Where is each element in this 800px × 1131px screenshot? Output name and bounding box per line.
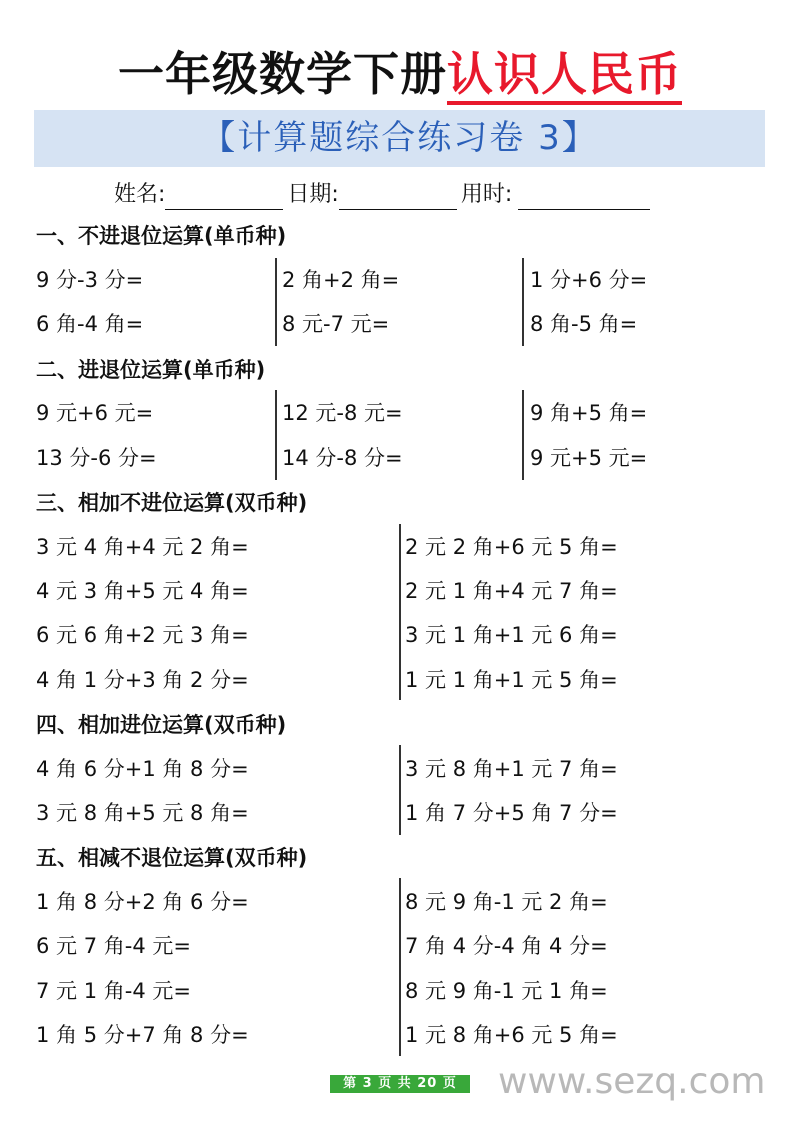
problem: 7 元 1 角-4 元= (36, 979, 191, 1003)
watermark: www.sezq.com (498, 1061, 766, 1102)
problem: 6 元 7 角-4 元= (36, 934, 191, 958)
name-label: 姓名: (114, 182, 166, 207)
problem: 3 元 4 角+4 元 2 角= (36, 535, 249, 559)
section-title: 四、相加进位运算(双币种) (36, 713, 287, 737)
problem: 3 元 8 角+5 元 8 角= (36, 801, 249, 825)
problem: 4 元 3 角+5 元 4 角= (36, 579, 249, 603)
column-divider (399, 878, 401, 1056)
column-divider (275, 390, 277, 480)
problem: 14 分-8 分= (282, 446, 403, 470)
title-part1: 一年级数学下册 (118, 47, 447, 101)
column-divider (399, 745, 401, 835)
problem: 9 元+5 元= (530, 446, 648, 470)
problem: 9 角+5 角= (530, 401, 648, 425)
problem: 4 角 6 分+1 角 8 分= (36, 757, 249, 781)
section-title: 五、相减不退位运算(双币种) (36, 846, 308, 870)
section-title: 一、不进退位运算(单币种) (36, 224, 287, 248)
info-row (114, 176, 654, 210)
problem: 8 元 9 角-1 元 1 角= (405, 979, 608, 1003)
problem: 2 角+2 角= (282, 268, 400, 292)
problem: 1 角 7 分+5 角 7 分= (405, 801, 618, 825)
problem: 7 角 4 分-4 角 4 分= (405, 934, 608, 958)
problem: 8 元-7 元= (282, 312, 390, 336)
problem: 6 元 6 角+2 元 3 角= (36, 623, 249, 647)
name-blank (165, 183, 283, 210)
time-blank (518, 183, 650, 210)
problem: 1 元 8 角+6 元 5 角= (405, 1023, 618, 1047)
problem: 3 元 8 角+1 元 7 角= (405, 757, 618, 781)
page-number-badge: 第 3 页 共 20 页 (330, 1075, 470, 1093)
problem: 2 元 1 角+4 元 7 角= (405, 579, 618, 603)
date-label: 日期: (287, 182, 339, 207)
page-title (0, 44, 800, 104)
column-divider (522, 258, 524, 346)
problem: 1 分+6 分= (530, 268, 648, 292)
problem: 1 角 5 分+7 角 8 分= (36, 1023, 249, 1047)
problem: 4 角 1 分+3 角 2 分= (36, 668, 249, 692)
problem: 8 元 9 角-1 元 2 角= (405, 890, 608, 914)
column-divider (275, 258, 277, 346)
subtitle-band (34, 110, 765, 167)
time-label: 用时: (460, 182, 513, 207)
problem: 9 分-3 分= (36, 268, 144, 292)
problem: 6 角-4 角= (36, 312, 144, 336)
title-part2: 认识人民币 (447, 47, 682, 105)
problem: 13 分-6 分= (36, 446, 157, 470)
problem: 8 角-5 角= (530, 312, 638, 336)
problem: 1 元 1 角+1 元 5 角= (405, 668, 618, 692)
subtitle: 【计算题综合练习卷 3】 (201, 118, 598, 158)
column-divider (399, 524, 401, 700)
section-title: 三、相加不进位运算(双币种) (36, 491, 308, 515)
problem: 2 元 2 角+6 元 5 角= (405, 535, 618, 559)
column-divider (522, 390, 524, 480)
problem: 12 元-8 元= (282, 401, 403, 425)
problem: 3 元 1 角+1 元 6 角= (405, 623, 618, 647)
problem: 9 元+6 元= (36, 401, 154, 425)
date-blank (339, 183, 457, 210)
problem: 1 角 8 分+2 角 6 分= (36, 890, 249, 914)
section-title: 二、进退位运算(单币种) (36, 358, 266, 382)
